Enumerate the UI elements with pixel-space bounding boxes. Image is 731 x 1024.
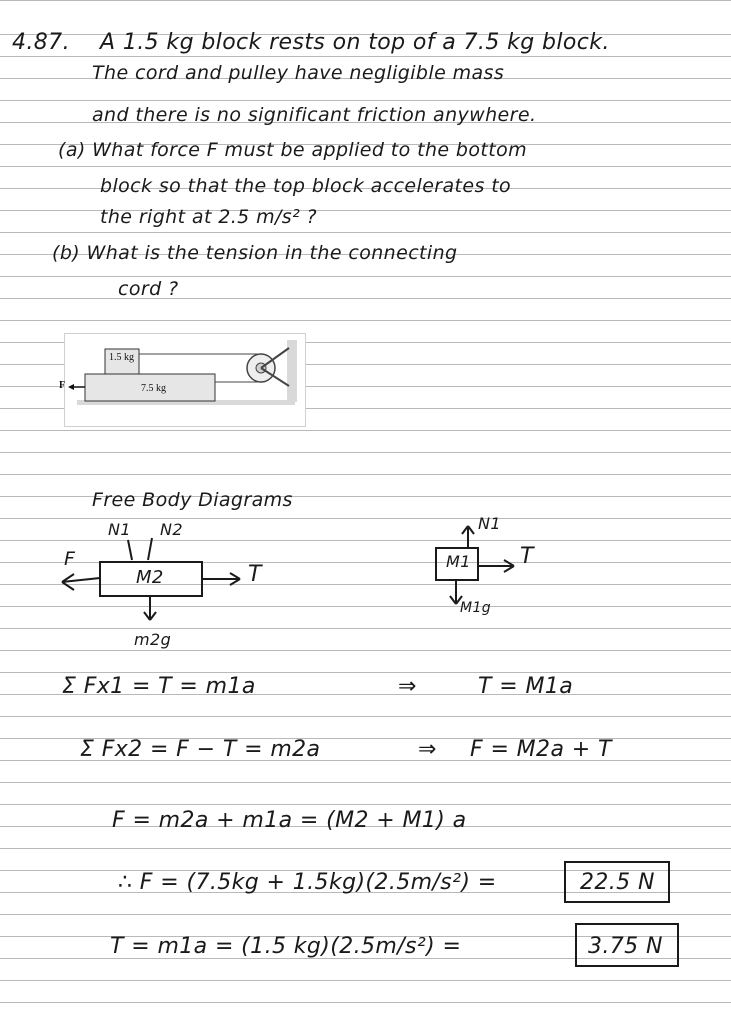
eq4: ∴ F = (7.5kg + 1.5kg)(2.5m/s²) = [118, 870, 497, 895]
fbd-left-force: F [64, 548, 76, 570]
fbd-right-block-label: M1 [446, 552, 471, 571]
fbd-right-weight: M1g [460, 600, 492, 616]
part-b-line-1: (b) What is the tension in the connecting [52, 242, 458, 264]
problem-number: 4.87. [12, 30, 70, 55]
eq2-arrow: ⇒ [418, 737, 437, 762]
answer-a: 22.5 N [580, 870, 655, 895]
part-a-line-2: block so that the top block accelerates to [100, 175, 512, 197]
eq3: F = m2a + m1a = (M2 + M1) a [112, 808, 467, 833]
eq1-left: Σ Fx1 = T = m1a [62, 674, 256, 699]
eq1-arrow: ⇒ [398, 674, 417, 699]
eq2-right: F = M2a + T [470, 737, 612, 762]
eq1-right: T = M1a [478, 674, 574, 699]
fbd-left-weight: m2g [134, 630, 172, 649]
fbd-heading: Free Body Diagrams [92, 489, 293, 511]
eq5: T = m1a = (1.5 kg)(2.5m/s²) = [110, 934, 462, 959]
part-b-line-2: cord ? [118, 278, 179, 300]
fbd-right-normal: N1 [478, 514, 501, 533]
fbd-right-tension: T [520, 544, 534, 569]
problem-line-3: and there is no significant friction anywhere. [92, 104, 537, 126]
force-label: F [59, 380, 66, 391]
top-block-label: 1.5 kg [109, 352, 134, 363]
bottom-block-label: 7.5 kg [141, 383, 166, 394]
problem-line-1: A 1.5 kg block rests on top of a 7.5 kg block. [100, 30, 610, 55]
fbd-left-tension: T [248, 562, 262, 587]
part-a-line-3: the right at 2.5 m/s² ? [100, 206, 318, 228]
fbd-left-n1: N1 [108, 520, 131, 539]
answer-b: 3.75 N [588, 934, 663, 959]
fbd-left-block-label: M2 [136, 567, 164, 588]
part-a-line-1: (a) What force F must be applied to the bottom [58, 139, 528, 161]
fbd-left-n2: N2 [160, 520, 183, 539]
problem-line-2: The cord and pulley have negligible mass [92, 62, 505, 84]
eq2-left: Σ Fx2 = F − T = m2a [80, 737, 321, 762]
